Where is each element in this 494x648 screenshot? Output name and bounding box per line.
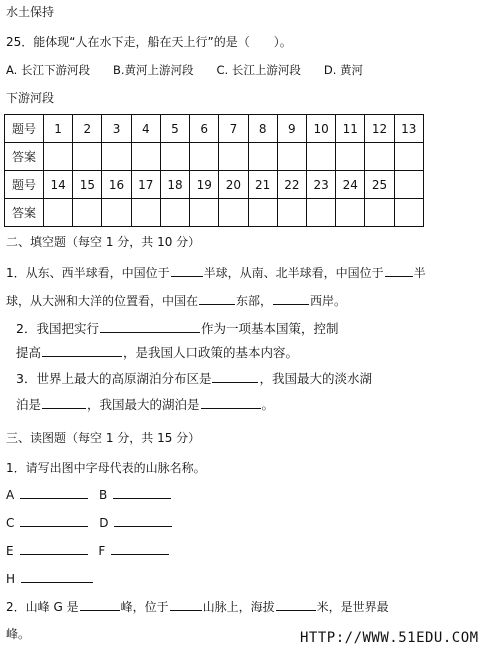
fill-row-ab [6, 486, 172, 503]
answer-table [4, 114, 424, 227]
label-h: H [6, 572, 16, 586]
section3-heading: 三、读图题（每空 1 分，共 15 分） [6, 431, 201, 445]
table-cell: 答案 [5, 199, 44, 227]
label-e: E [6, 544, 14, 558]
section2-q3-line2 [16, 396, 274, 413]
answer-cell[interactable] [248, 199, 277, 227]
text: 3．世界上最大的高原湖泊分布区是 [16, 371, 212, 386]
answer-cell[interactable] [44, 199, 73, 227]
text: 西岸。 [310, 294, 347, 308]
answer-cell[interactable] [44, 143, 73, 171]
table-cell: 题号 [5, 171, 44, 199]
answer-cell[interactable] [365, 143, 394, 171]
table-cell: 7 [219, 115, 248, 143]
section3-q2-line2: 峰。 [6, 627, 31, 641]
blank[interactable] [42, 396, 86, 409]
text: ，我国最大的湖泊是 [87, 397, 200, 412]
answer-cell[interactable] [73, 143, 102, 171]
answer-cell[interactable] [131, 199, 160, 227]
table-cell: 17 [131, 171, 160, 199]
question-25-options: A. 长江下游河段 B.黄河上游河段 C. 长江上游河段 D. 黄河 [6, 63, 364, 77]
answer-cell[interactable] [190, 143, 219, 171]
fill-row-cd [6, 514, 173, 531]
table-cell: 9 [277, 115, 306, 143]
table-cell: 11 [336, 115, 365, 143]
blank[interactable] [385, 264, 413, 277]
blank[interactable] [113, 486, 171, 499]
blank[interactable] [199, 292, 235, 305]
table-row [5, 171, 424, 199]
table-cell: 12 [365, 115, 394, 143]
table-cell: 25 [365, 171, 394, 199]
answer-cell[interactable] [277, 199, 306, 227]
answer-cell[interactable] [102, 199, 131, 227]
footer-url: HTTP://WWW.51EDU.COM [300, 630, 479, 646]
blank[interactable] [201, 396, 261, 409]
section2-q2-line1 [16, 320, 338, 337]
answer-cell[interactable] [219, 143, 248, 171]
text: 泊是 [16, 397, 42, 412]
table-row [5, 143, 424, 171]
table-cell [394, 171, 423, 199]
fill-row-h [6, 570, 94, 587]
label-d: D [99, 516, 109, 530]
label-a: A [6, 488, 15, 502]
blank[interactable] [171, 264, 203, 277]
blank[interactable] [276, 598, 316, 611]
answer-cell[interactable] [190, 199, 219, 227]
table-cell: 8 [248, 115, 277, 143]
answer-cell[interactable] [365, 199, 394, 227]
section2-q3-line1 [16, 370, 372, 387]
fill-row-ef [6, 542, 170, 559]
text: 球，从大洲和大洋的位置看，中国在 [6, 294, 199, 308]
table-cell: 20 [219, 171, 248, 199]
table-cell: 19 [190, 171, 219, 199]
blank[interactable] [42, 344, 122, 357]
text: 半 [413, 266, 426, 280]
answer-cell[interactable] [394, 199, 423, 227]
table-cell: 14 [44, 171, 73, 199]
blank[interactable] [170, 598, 202, 611]
text: 东部， [236, 294, 273, 308]
table-row [5, 115, 424, 143]
table-cell: 18 [160, 171, 189, 199]
answer-cell[interactable] [219, 199, 248, 227]
blank[interactable] [111, 542, 169, 555]
section3-q1: 1．请写出图中字母代表的山脉名称。 [6, 461, 206, 475]
label-b: B [99, 488, 108, 502]
label-f: F [98, 544, 106, 558]
answer-cell[interactable] [102, 143, 131, 171]
table-cell: 13 [394, 115, 423, 143]
blank[interactable] [20, 542, 88, 555]
question-25: 25．能体现“人在水下走，船在天上行”的是（ ）。 [6, 35, 292, 49]
blank[interactable] [100, 320, 200, 333]
section2-q2-line2 [16, 344, 298, 361]
answer-cell[interactable] [160, 199, 189, 227]
answer-cell[interactable] [336, 143, 365, 171]
table-row [5, 199, 424, 227]
blank[interactable] [20, 486, 88, 499]
text: 山脉上，海拔 [202, 600, 275, 614]
table-cell: 24 [336, 171, 365, 199]
text: 1．从东、西半球看，中国位于 [6, 266, 170, 280]
text: 。 [261, 397, 275, 412]
table-cell: 3 [102, 115, 131, 143]
answer-cell[interactable] [160, 143, 189, 171]
section3-q2-line1 [6, 598, 389, 615]
table-cell: 题号 [5, 115, 44, 143]
table-cell: 4 [131, 115, 160, 143]
table-cell: 答案 [5, 143, 44, 171]
blank[interactable] [114, 514, 172, 527]
table-cell: 6 [190, 115, 219, 143]
text: ，我国最大的淡水湖 [259, 371, 372, 386]
section2-q1-line1 [6, 264, 426, 281]
text: ，是我国人口政策的基本内容。 [123, 345, 299, 360]
answer-cell[interactable] [306, 143, 335, 171]
answer-cell[interactable] [394, 143, 423, 171]
question-25-options-cont: 下游河段 [6, 91, 55, 105]
answer-cell[interactable] [277, 143, 306, 171]
text: 作为一项基本国策，控制 [200, 321, 339, 336]
section2-q1-line2 [6, 292, 346, 309]
answer-cell[interactable] [306, 199, 335, 227]
blank[interactable] [21, 570, 93, 583]
table-cell: 16 [102, 171, 131, 199]
answer-cell[interactable] [131, 143, 160, 171]
section2-heading: 二、填空题（每空 1 分，共 10 分） [6, 235, 201, 249]
table-cell: 10 [306, 115, 335, 143]
label-c: C [6, 516, 15, 530]
table-cell: 15 [73, 171, 102, 199]
answer-cell[interactable] [73, 199, 102, 227]
table-cell: 5 [160, 115, 189, 143]
text: 峰，位于 [120, 600, 169, 614]
text: 2．山峰 G 是 [6, 600, 79, 614]
table-cell: 22 [277, 171, 306, 199]
table-cell: 1 [44, 115, 73, 143]
blank[interactable] [80, 598, 120, 611]
text: 半球，从南、北半球看，中国位于 [203, 266, 384, 280]
text: 2．我国把实行 [16, 321, 99, 336]
table-cell: 23 [306, 171, 335, 199]
text-top: 水土保持 [6, 5, 55, 19]
blank[interactable] [212, 370, 258, 383]
text: 提高 [16, 345, 42, 360]
blank[interactable] [20, 514, 88, 527]
table-cell: 2 [73, 115, 102, 143]
table-cell: 21 [248, 171, 277, 199]
text: 米，是世界最 [316, 600, 389, 614]
answer-cell[interactable] [336, 199, 365, 227]
blank[interactable] [273, 292, 309, 305]
answer-cell[interactable] [248, 143, 277, 171]
